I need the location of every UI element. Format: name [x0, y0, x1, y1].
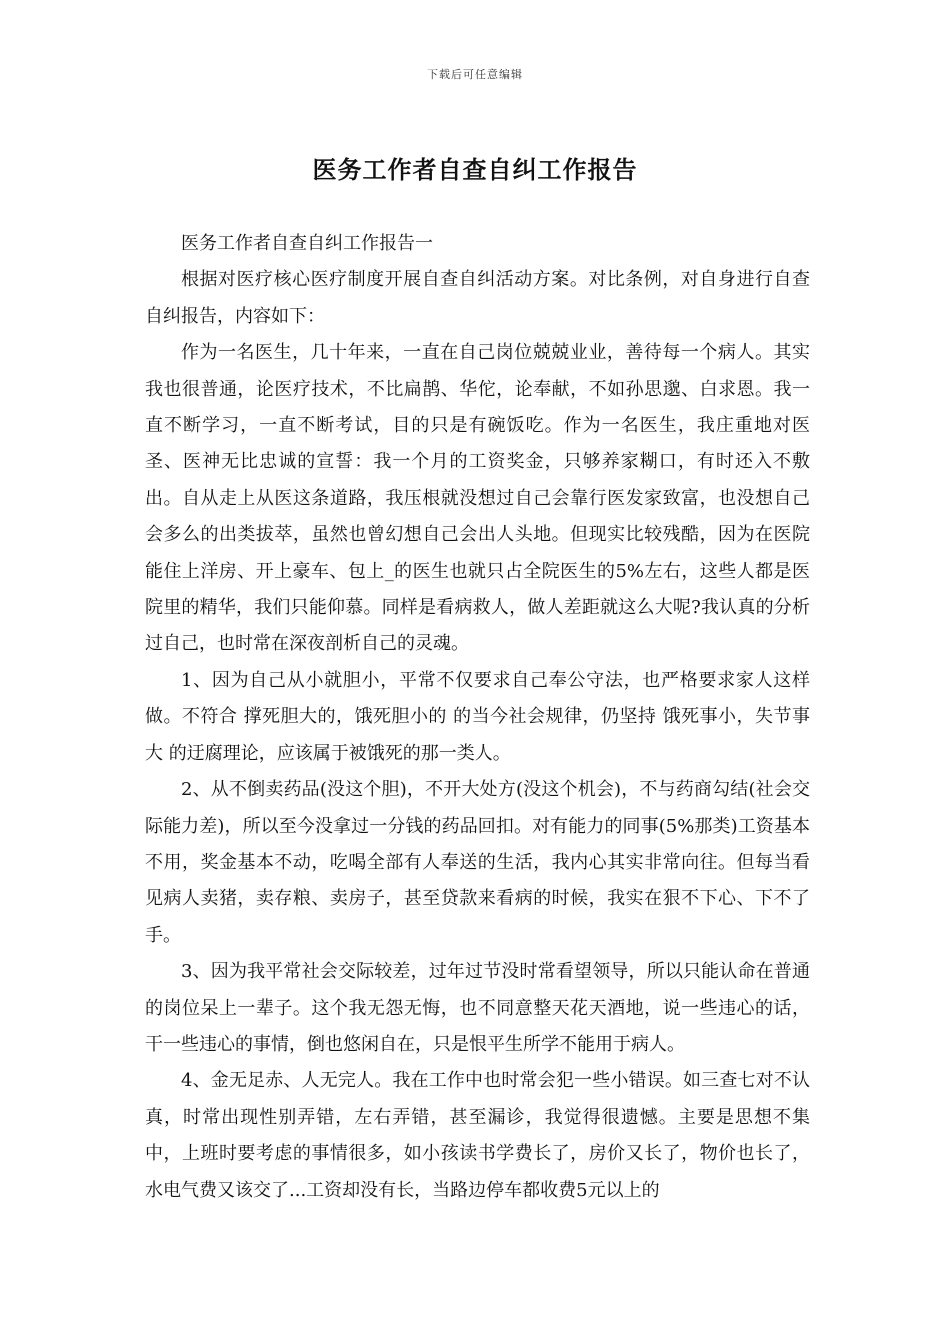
paragraph-item-2: 2、从不倒卖药品(没这个胆)，不开大处方(没这个机会)，不与药商勾结(社会交际能力差)，所以至今没拿过一分钱的药品回扣。对有能力的同事(5%那类)工资基本不用，奖金基本不动，吃喝全部有人奉送的生活，我内心其实非常向往。但每当看见病人卖猪，卖存粮、卖房子，甚至贷款来看病的时候，我实在狠不下心、下不了手。 [145, 779, 810, 946]
header-note: 下载后可任意编辑 [427, 68, 523, 81]
paragraph-item-4: 4、金无足赤、人无完人。我在工作中也时常会犯一些小错误。如三查七对不认真，时常出现性别弄错，左右弄错，甚至漏诊，我觉得很遗憾。主要是思想不集中，上班时要考虑的事情很多，如小孩读书学费长了，房价又长了，物价也长了，水电气费又该交了...工资却没有长，当路边停车都收费5元以上的 [145, 1070, 810, 1201]
paragraph-main: 作为一名医生，几十年来，一直在自己岗位兢兢业业，善待每一个病人。其实我也很普通，论医疗技术，不比扁鹊、华佗，论奉献，不如孙思邈、白求恩。我一直不断学习，一直不断考试，目的只是有碗饭吃。作为一名医生，我庄重地对医圣、医神无比忠诚的宣誓：我一个月的工资奖金，只够养家糊口，有时还入不敷出。自从走上从医这条道路，我压根就没想过自己会靠行医发家致富，也没想自己会多么的出类拔萃，虽然也曾幻想自己会出人头地。但现实比较残酷，因为在医院能住上洋房、开上豪车、包上_的医生也就只占全院医生的5%左右，这些人都是医院里的精华，我们只能仰慕。同样是看病救人，做人差距就这么大呢?我认真的分析过自己，也时常在深夜剖析自己的灵魂。 [145, 342, 810, 655]
paragraph-item-3: 3、因为我平常社会交际较差，过年过节没时常看望领导，所以只能认命在普通的岗位呆上一辈子。这个我无怨无悔，也不同意整天花天酒地，说一些违心的话，干一些违心的事情，倒也悠闲自在，只是恨平生所学不能用于病人。 [145, 961, 810, 1055]
paragraph-subtitle: 医务工作者自查自纠工作报告一 [181, 233, 433, 254]
document-body [145, 226, 810, 1209]
document-title: 医务工作者自查自纠工作报告 [312, 155, 638, 184]
paragraph-intro: 根据对医疗核心医疗制度开展自查自纠活动方案。对比条例，对自身进行自查自纠报告，内容如下： [145, 269, 810, 327]
paragraph-item-1: 1、因为自己从小就胆小，平常不仅要求自己奉公守法，也严格要求家人这样做。不符合 撑死胆大的，饿死胆小的 的当今社会规律，仍坚持 饿死事小，失节事大 的迂腐理论，应该属于被饿死的那一类人。 [145, 669, 810, 764]
